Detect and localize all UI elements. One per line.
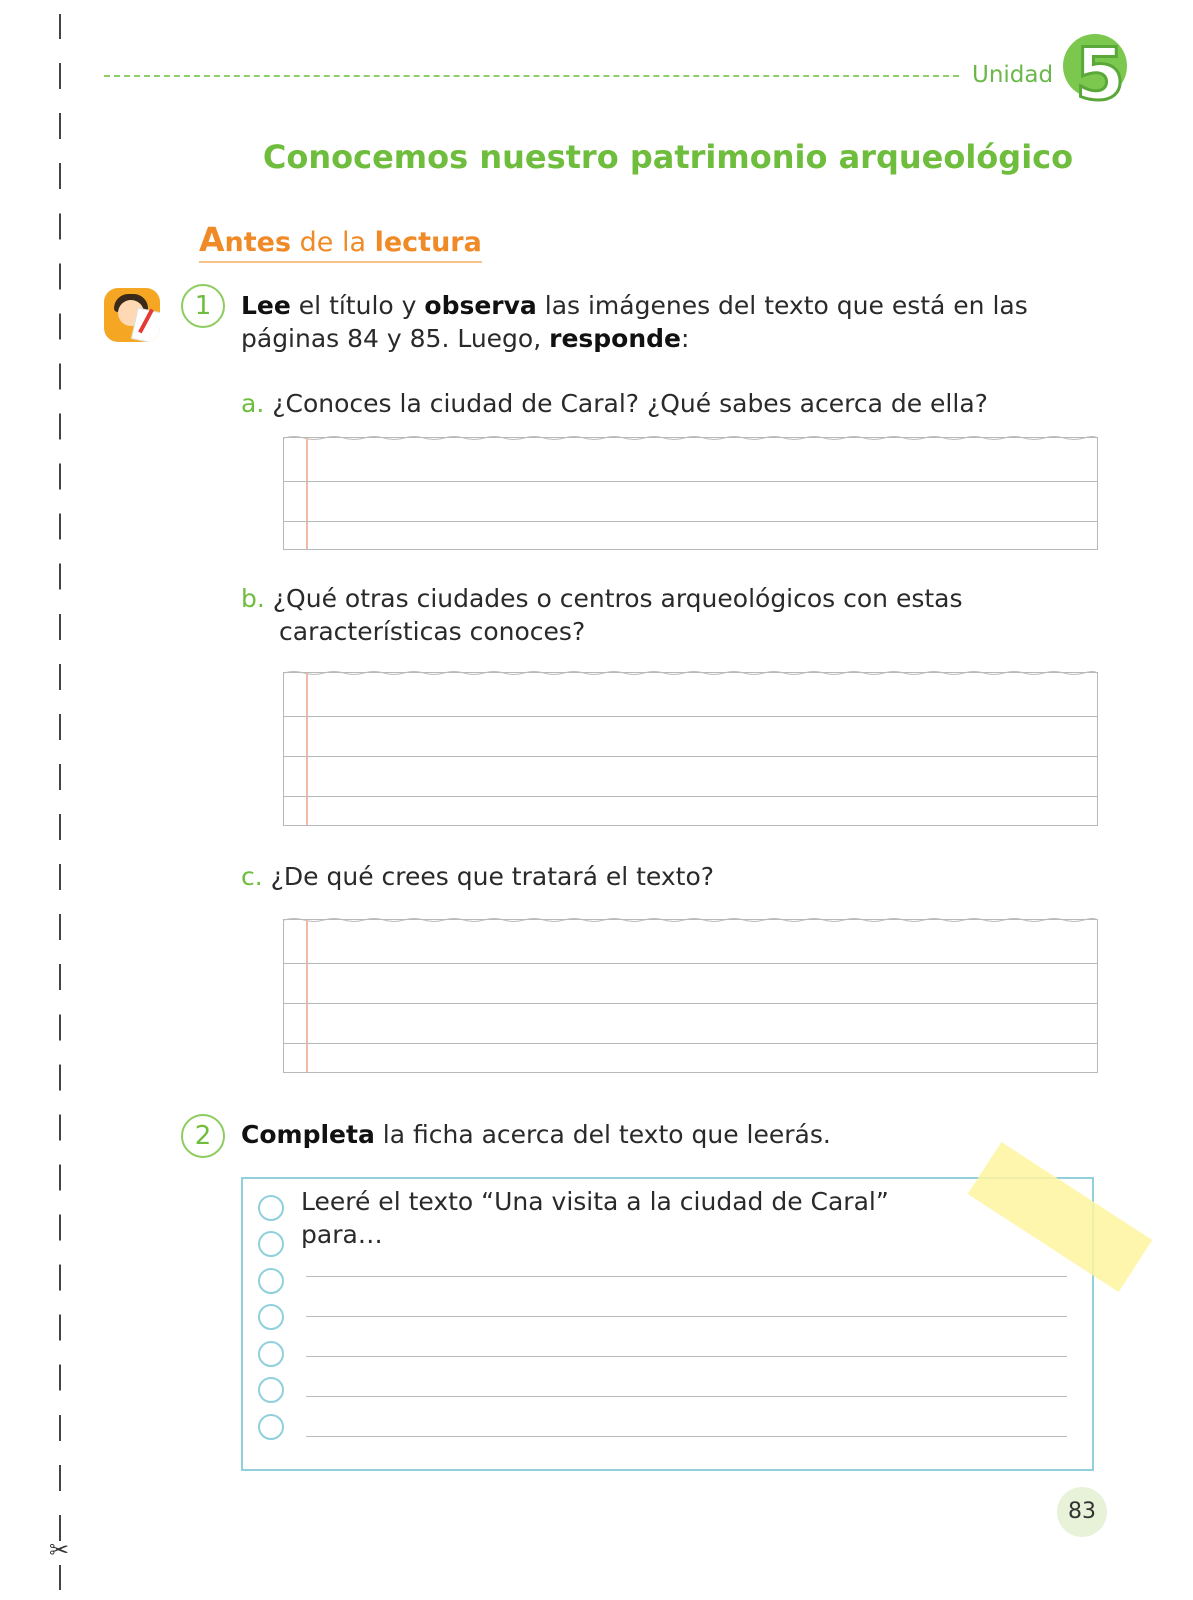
torn-edge: [284, 917, 1097, 923]
question-2-number: 2: [181, 1114, 225, 1158]
item-b-text: ¿Qué otras ciudades o centros arqueológicos con estas características conoces?: [272, 584, 963, 646]
item-a: [241, 387, 988, 420]
bullet-circle: [258, 1231, 284, 1257]
write-line[interactable]: [306, 1436, 1067, 1437]
bullet-circle: [258, 1268, 284, 1294]
section-word2: lectura: [374, 227, 482, 258]
scissors-icon: ✂: [49, 1536, 70, 1564]
bullet-circle: [258, 1195, 284, 1221]
answer-line: [284, 756, 1097, 757]
answer-line: [284, 481, 1097, 482]
bullet-circle: [258, 1304, 284, 1330]
torn-edge: [284, 435, 1097, 441]
q1-text-part: las imágenes del texto que está en las páginas 84 y 85. Luego,: [241, 291, 1028, 353]
q1-text-part: :: [681, 324, 690, 353]
section-word1-rest: ntes: [224, 227, 292, 258]
q1-text-part: el título y: [290, 291, 425, 320]
section-first-letter: A: [199, 220, 225, 259]
item-c-text: ¿De qué crees que tratará el texto?: [270, 862, 715, 891]
margin-line: [306, 920, 308, 1072]
write-line[interactable]: [306, 1396, 1067, 1397]
item-b-letter: b.: [241, 584, 265, 613]
q1-bold-responde: responde: [549, 324, 682, 353]
margin-line: [306, 673, 308, 825]
q1-bold-observa: observa: [424, 291, 537, 320]
item-c: [241, 860, 714, 893]
write-line[interactable]: [306, 1356, 1067, 1357]
reading-purpose-sheet: [241, 1177, 1094, 1471]
margin-line: [306, 438, 308, 549]
q2-bold-completa: Completa: [241, 1120, 375, 1149]
bullet-circle: [258, 1341, 284, 1367]
question-1-number: 1: [181, 284, 225, 328]
question-2-text: [241, 1118, 831, 1151]
question-1-text: [241, 289, 1041, 355]
answer-box-b[interactable]: [283, 672, 1098, 826]
answer-box-c[interactable]: [283, 919, 1098, 1073]
item-a-letter: a.: [241, 389, 265, 418]
answer-line: [284, 716, 1097, 717]
answer-line: [284, 1043, 1097, 1044]
answer-line: [284, 521, 1097, 522]
item-c-letter: c.: [241, 862, 263, 891]
bullet-circle: [258, 1414, 284, 1440]
section-heading: [199, 220, 482, 263]
unit-number: 5: [1074, 32, 1126, 116]
answer-line: [284, 1003, 1097, 1004]
write-line[interactable]: [306, 1316, 1067, 1317]
answer-line: [284, 963, 1097, 964]
torn-edge: [284, 670, 1097, 676]
sheet-prompt: Leeré el texto “Una visita a la ciudad de Caral” para…: [301, 1187, 889, 1249]
item-a-text: ¿Conoces la ciudad de Caral? ¿Qué sabes acerca de ella?: [272, 389, 988, 418]
q2-text-rest: la ficha acerca del texto que leerás.: [374, 1120, 831, 1149]
unit-label: Unidad: [972, 62, 1054, 88]
page-title: Conocemos nuestro patrimonio arqueológico: [262, 138, 1074, 176]
header-dashed-rule: [104, 75, 959, 77]
student-writing-icon: [104, 288, 160, 342]
cut-line: [59, 14, 61, 1590]
write-line[interactable]: [306, 1276, 1067, 1277]
section-mid: de la: [291, 227, 375, 258]
bullet-circle: [258, 1377, 284, 1403]
q1-bold-lee: Lee: [241, 291, 291, 320]
answer-box-a[interactable]: [283, 437, 1098, 550]
item-b: [241, 582, 1059, 648]
page-number: 83: [1057, 1487, 1107, 1537]
answer-line: [284, 796, 1097, 797]
